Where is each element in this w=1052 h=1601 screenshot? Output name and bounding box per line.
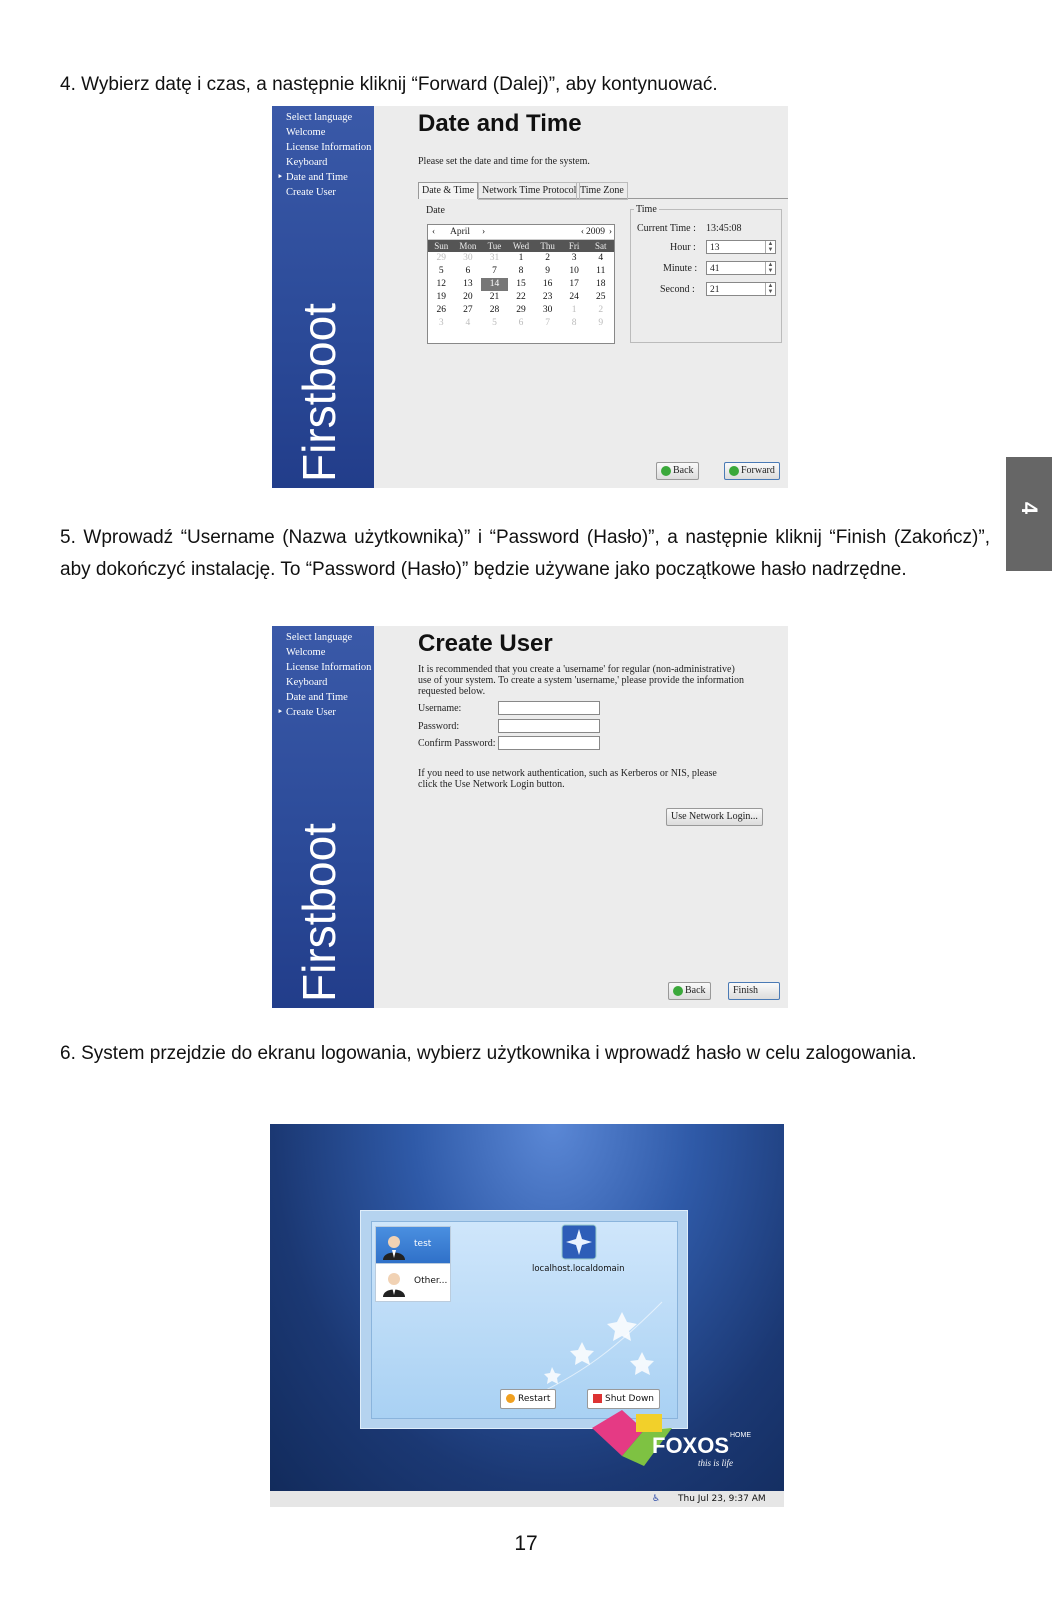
calendar-days [428, 252, 614, 330]
year-label: 2009 [586, 227, 605, 237]
calendar-day[interactable]: 5 [438, 266, 444, 276]
nav-item-license[interactable]: License Information [286, 142, 372, 153]
page-description: Please set the date and time for the system. [418, 156, 590, 167]
second-label: Second : [660, 284, 695, 295]
calendar-day[interactable]: 21 [489, 292, 500, 302]
use-network-login-button[interactable]: Use Network Login... [666, 808, 763, 826]
calendar-day[interactable]: 5 [492, 318, 497, 328]
weekday-label: Wed [512, 241, 530, 251]
calendar-week [428, 317, 614, 330]
nav-item-date-time[interactable]: ‣ Date and Time [286, 170, 374, 185]
calendar-day[interactable]: 29 [516, 305, 526, 315]
calendar-day[interactable]: 29 [436, 253, 447, 263]
calendar-day[interactable]: 7 [545, 318, 550, 328]
calendar-week [428, 291, 614, 304]
calendar-day[interactable]: 6 [518, 318, 524, 328]
hour-label: Hour : [670, 242, 696, 253]
month-label: April [450, 227, 471, 237]
foxos-tagline: this is life [698, 1458, 734, 1468]
calendar-week [428, 278, 614, 291]
login-dialog-inner [371, 1221, 678, 1419]
calendar-day[interactable]: 9 [598, 318, 604, 328]
nav-item-keyboard[interactable]: Keyboard [286, 157, 328, 168]
login-status-bar [270, 1491, 784, 1507]
weekday-label: Sun [434, 241, 449, 251]
network-note: If you need to use network authentication, such as Kerberos or NIS, please click the Use Network Login button. [418, 768, 717, 790]
calendar-day[interactable]: 9 [545, 266, 550, 276]
prev-year-icon[interactable]: ‹ [580, 227, 584, 237]
calendar-week [428, 265, 614, 278]
calendar-day[interactable]: 10 [569, 266, 579, 276]
calendar-day[interactable]: 31 [489, 253, 500, 263]
calendar-day[interactable]: 11 [596, 266, 606, 276]
username-label: Username: [418, 703, 462, 714]
calendar-day[interactable]: 23 [542, 292, 553, 302]
back-button[interactable]: Back [656, 462, 699, 480]
login-dialog [360, 1210, 688, 1429]
foxos-home-text: HOME [730, 1432, 751, 1439]
restart-button[interactable]: Restart [500, 1389, 556, 1409]
finish-button[interactable]: Finish [728, 982, 780, 1000]
calendar-day[interactable]: 2 [598, 305, 604, 315]
nav-item-select-language[interactable]: Select language [286, 632, 353, 643]
firstboot-sidebar: Select language Welcome License Information Keyboard Date and Time ‣ Create User Firstboot [272, 626, 374, 1008]
next-year-icon[interactable]: › [608, 227, 612, 237]
calendar-day[interactable]: 14 [481, 278, 508, 291]
calendar-day[interactable]: 6 [465, 266, 471, 276]
foxos-logo-text: FOXOS [652, 1433, 730, 1458]
calendar-day[interactable]: 3 [571, 253, 577, 263]
flower-decoration [522, 1292, 672, 1402]
user-item-test[interactable]: test [375, 1226, 451, 1265]
calendar-day[interactable]: 27 [463, 305, 473, 315]
nav-item-welcome[interactable]: Welcome [286, 127, 326, 138]
calendar-day[interactable]: 12 [436, 279, 447, 289]
weekday-label: Thu [540, 241, 555, 251]
calendar-day[interactable]: 16 [542, 279, 553, 289]
back-arrow-icon [673, 986, 683, 996]
back-arrow-icon [661, 466, 671, 476]
create-user-screenshot [272, 626, 788, 1008]
nav-item-date-time[interactable]: Date and Time [286, 692, 348, 703]
login-screenshot [270, 1124, 784, 1507]
nav-item-create-user[interactable]: Create User [286, 187, 336, 198]
page-number: 17 [514, 1532, 538, 1555]
calendar[interactable] [427, 224, 615, 344]
page-title: Create User [418, 630, 553, 657]
current-time-value: 13:45:08 [706, 223, 742, 234]
nav-item-select-language[interactable]: Select language [286, 112, 353, 123]
calendar-day[interactable]: 13 [463, 279, 473, 289]
calendar-day[interactable]: 1 [571, 305, 577, 315]
calendar-nav [428, 225, 614, 240]
weekday-label: Fri [568, 241, 580, 251]
calendar-day[interactable]: 4 [465, 318, 471, 328]
weekday-label: Sat [595, 241, 607, 251]
calendar-day[interactable]: 24 [569, 292, 579, 302]
tab-date-time[interactable]: Date & Time [418, 182, 478, 199]
calendar-day[interactable]: 1 [518, 253, 524, 263]
calendar-day[interactable]: 17 [569, 279, 579, 289]
weekday-label: Tue [487, 241, 502, 251]
password-label: Password: [418, 721, 460, 732]
step-4-instruction: 4. Wybierz datę i czas, a następnie kliknij “Forward (Dalej)”, aby kontynuować. [60, 74, 718, 95]
step-5-instruction: 5. Wprowadź “Username (Nazwa użytkownika)” i “Password (Hasło)”, a następnie kliknij “Finish (Zakończ)”, aby dokończyć instalację. To “Password (Hasło)” będzie używane jako początkowe hasło nadrzędne. [60, 527, 990, 580]
calendar-day[interactable]: 22 [516, 292, 526, 302]
calendar-week [428, 304, 614, 317]
back-button[interactable]: Back [668, 982, 711, 1000]
forward-button[interactable]: Forward [724, 462, 780, 480]
chapter-tab: 4 [1006, 457, 1052, 571]
page-title: Date and Time [418, 110, 582, 137]
calendar-day[interactable]: 19 [436, 292, 447, 302]
prev-month-icon[interactable]: ‹ [432, 227, 436, 237]
calendar-day[interactable]: 18 [596, 279, 606, 289]
tab-time-zone[interactable]: Time Zone [576, 182, 628, 200]
current-time-label: Current Time : [637, 223, 696, 234]
calendar-day[interactable]: 25 [596, 292, 606, 302]
calendar-day[interactable]: 4 [598, 253, 604, 263]
page-description: It is recommended that you create a 'username' for regular (non-administrative) use of your system. To create a system 'username,' please provide the information requested below. [418, 664, 744, 697]
calendar-day[interactable]: 3 [438, 318, 444, 328]
minute-spinner[interactable]: 41 ▲ ▼ [706, 261, 776, 275]
confirm-password-field[interactable] [498, 736, 600, 750]
nav-item-create-user[interactable]: ‣ Create User [286, 705, 374, 720]
calendar-day[interactable]: 2 [545, 253, 550, 263]
calendar-day[interactable]: 8 [571, 318, 577, 328]
confirm-password-label: Confirm Password: [418, 738, 496, 749]
clock: Thu Jul 23, 9:37 AM [678, 1494, 766, 1504]
weekday-label: Mon [459, 241, 477, 251]
calendar-day[interactable]: 28 [489, 305, 500, 315]
hour-spinner[interactable]: 13 ▲ ▼ [706, 240, 776, 254]
power-icon [593, 1394, 602, 1403]
calendar-week [428, 252, 614, 265]
step-6-instruction: 6. System przejdzie do ekranu logowania, wybierz użytkownika i wprowadź hasło w celu zalogowania. [60, 1043, 917, 1064]
calendar-day[interactable]: 30 [463, 253, 473, 263]
shutdown-button[interactable]: Shut Down [587, 1389, 660, 1409]
host-name: localhost.localdomain [532, 1264, 625, 1274]
user-avatar-icon [380, 1269, 408, 1297]
calendar-day[interactable]: 8 [518, 266, 524, 276]
nav-item-welcome[interactable]: Welcome [286, 647, 326, 658]
nav-item-license[interactable]: License Information [286, 662, 372, 673]
minute-label: Minute : [663, 263, 698, 274]
accessibility-icon[interactable]: ♿ [652, 1494, 661, 1504]
user-avatar-icon [380, 1232, 408, 1260]
tab-ntp[interactable]: Network Time Protocol [478, 182, 580, 200]
calendar-weekdays [428, 240, 614, 252]
calendar-day[interactable]: 20 [463, 292, 473, 302]
user-item-other[interactable]: Other... [375, 1263, 451, 1302]
second-spinner[interactable]: 21 ▲ ▼ [706, 282, 776, 296]
calendar-day[interactable]: 30 [542, 305, 553, 315]
date-time-screenshot [272, 106, 788, 488]
password-field[interactable] [498, 719, 600, 733]
username-field[interactable] [498, 701, 600, 715]
forward-arrow-icon [729, 466, 739, 476]
nav-item-keyboard[interactable]: Keyboard [286, 677, 328, 688]
date-frame-label: Date [426, 205, 445, 216]
calendar-day[interactable]: 7 [492, 266, 497, 276]
host-icon [561, 1224, 597, 1260]
restart-icon [506, 1394, 515, 1403]
time-frame-label: Time [636, 204, 657, 215]
calendar-day[interactable]: 26 [436, 305, 447, 315]
calendar-day[interactable]: 15 [516, 279, 526, 289]
firstboot-sidebar: Select language Welcome License Information Keyboard ‣ Date and Time Create User Firstboot [272, 106, 374, 488]
next-month-icon[interactable]: › [482, 227, 486, 237]
tab-bar [418, 182, 788, 199]
